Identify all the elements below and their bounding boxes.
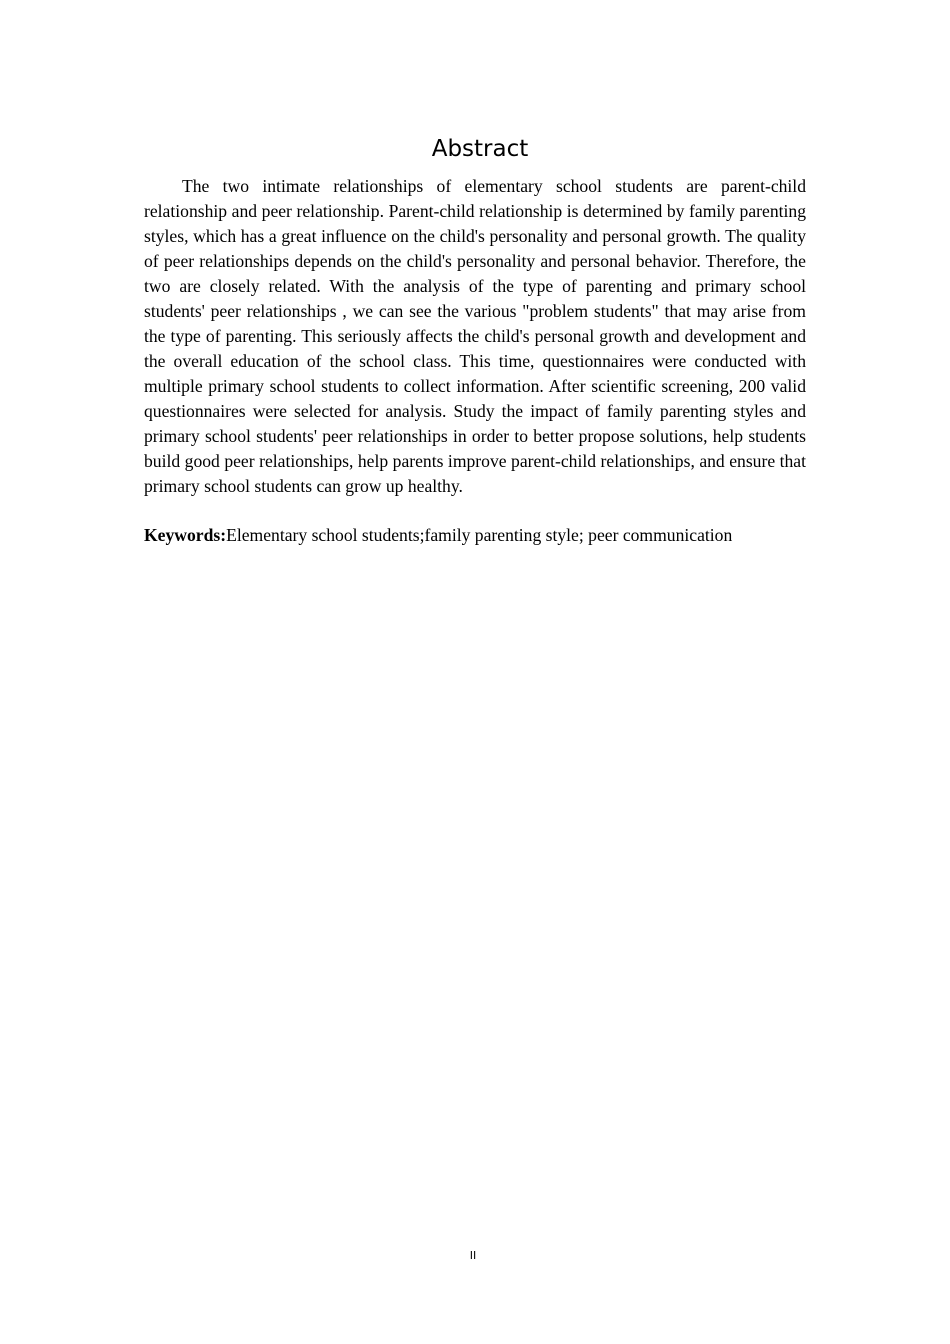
page-number: II [469, 1249, 477, 1262]
abstract-paragraph: The two intimate relationships of elementary school students are parent-child relationship and peer relationship. Parent-child relationship is determined by family parenting styles, which has a great influence on the child's personality and personal growth. The quality of peer relationships depends on the child's personality and personal behavior. Therefore, the two are closely related. With the analysis of the type of parenting and primary school students' peer relationships , we can see the various "problem students" that may arise from the type of parenting. This seriously affects the child's personal growth and development and the overall education of the school class. This time, questionnaires were conducted with multiple primary school students to collect information. After scientific screening, 200 valid questionnaires were selected for analysis. Study the impact of family parenting styles and primary school students' peer relationships in order to better propose solutions, help students build good peer relationships, help parents improve parent-child relationships, and ensure that primary school students can grow up healthy. [144, 176, 806, 496]
keywords-line [144, 523, 824, 548]
keywords-label: Keywords: [144, 525, 227, 545]
page-title: Abstract [431, 136, 529, 162]
keywords-value: Elementary school students;family parenting style; peer communication [226, 525, 733, 545]
